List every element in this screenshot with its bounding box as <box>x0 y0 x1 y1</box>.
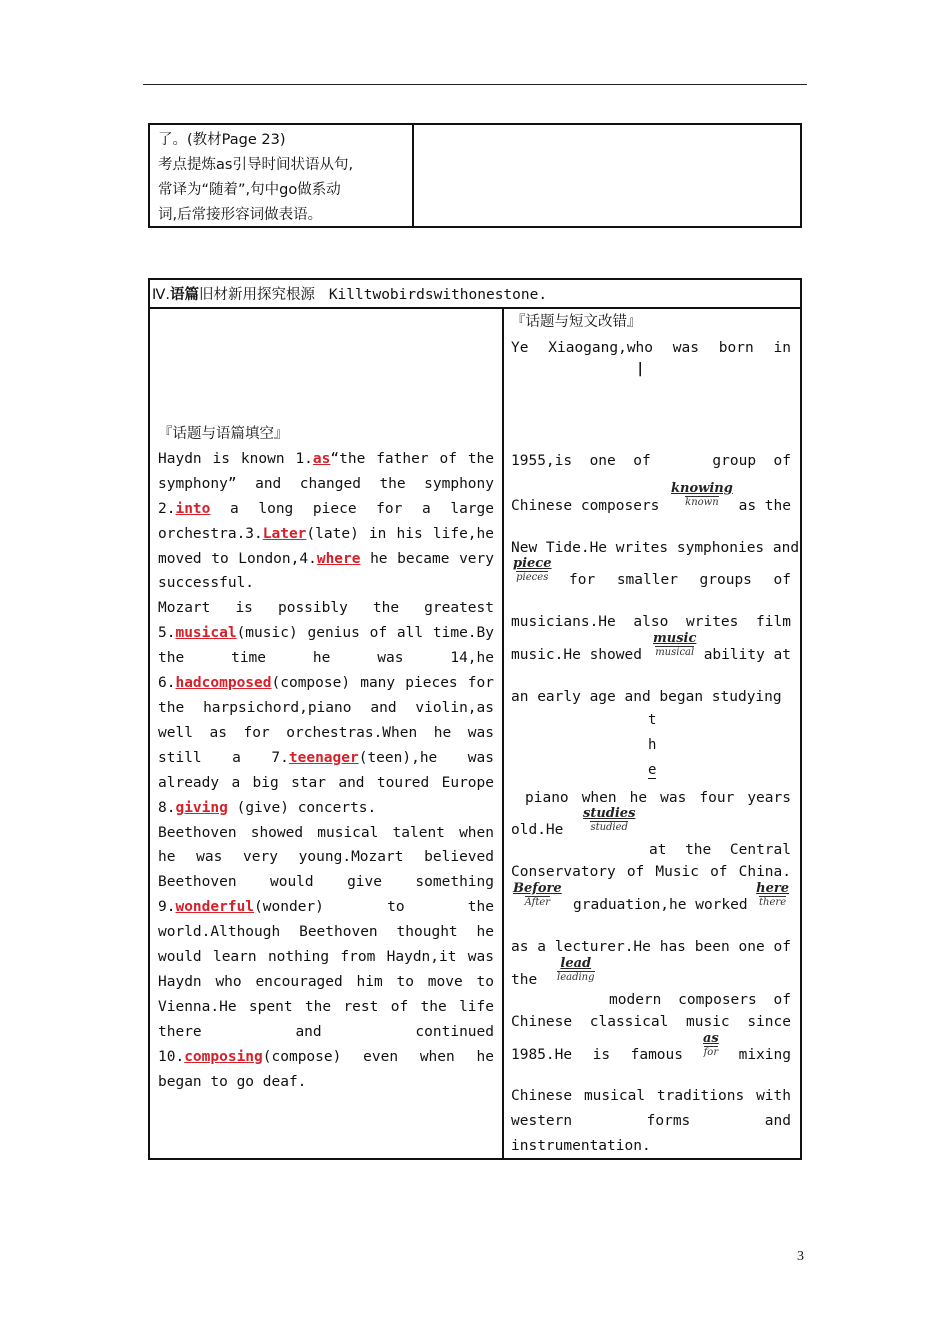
correction-2: piece pieces <box>513 556 552 583</box>
answer-9: wonderful <box>175 899 255 916</box>
correction-6: here there <box>756 881 789 908</box>
answer-6: hadcomposed <box>175 675 272 692</box>
right-line-4: New Tide.He writes symphonies and <box>511 540 800 556</box>
section-slogan: Killtwobirdswithonestone. <box>328 287 548 303</box>
cloze-heading: 『话题与语篇填空』 <box>158 426 289 442</box>
right-line-13: as a lecturer.He has been one of <box>511 939 791 955</box>
answer-5: musical <box>175 625 237 642</box>
correction-heading: 『话题与短文改错』 <box>511 314 642 330</box>
main-table-divider <box>502 308 504 1159</box>
right-line-3: Chinese composers knowing known as the <box>511 481 791 514</box>
page-number: 3 <box>797 1249 804 1264</box>
right-line-17: Chinese musical traditions with <box>511 1088 791 1104</box>
right-line-11: Conservatory of Music of China. <box>511 864 791 880</box>
cloze-paragraph-1: Haydn is known 1.as“the father of the symphony” and changed the symphony 2.into a long piece for a large orchestra.3.Later(late) in his life,he moved to London,4.where he became very successful. <box>158 450 495 592</box>
right-line-2: 1955,is one of group of <box>511 453 791 469</box>
answer-4: where <box>316 550 361 567</box>
correction-4: studies studied <box>583 806 636 833</box>
answer-3: Later <box>262 525 307 542</box>
top-line-4: 词,后常接形容词做表语。 <box>158 207 323 223</box>
inserted-letter-t: t <box>648 712 657 728</box>
correction-3: music musical <box>653 631 697 658</box>
top-line-2: 考点提炼as引导时间状语从句, <box>158 157 354 173</box>
right-line-6: musicians.He also writes film <box>511 614 791 630</box>
section-bold-label: 语篇 <box>170 287 199 303</box>
top-line-1: 了。(教材Page 23) <box>158 132 286 148</box>
right-line-14: the lead leading modern composers of <box>511 956 791 1008</box>
right-line-10: old.He studies studied at the Central <box>511 806 791 858</box>
right-line-15: Chinese classical music since <box>511 1014 791 1030</box>
correction-7: lead leading <box>557 956 595 983</box>
right-line-18: western forms and <box>511 1113 791 1129</box>
answer-10: composing <box>184 1048 263 1065</box>
inserted-letter-e: e <box>648 762 657 778</box>
main-table-header-rule <box>149 307 801 309</box>
section-title-rest: 旧材新用探究根源 <box>199 287 315 303</box>
answer-1: as <box>312 450 331 467</box>
right-line-19: instrumentation. <box>511 1138 651 1154</box>
cloze-paragraph-2: Mozart is possibly the greatest 5.musical(music) genius of all time.By the time he was 14,he 6.hadcomposed(compose) many pieces for the harpsichord,piano and violin,as well as for orchestras.When he was still a 7.teenager(teen),he was already a big star and toured Europe 8.giving (give) concerts. <box>158 600 494 816</box>
answer-2: into <box>175 500 211 517</box>
top-table-text <box>158 128 408 228</box>
top-line-3: 常译为“随着”,句中go做系动 <box>158 182 341 198</box>
header-rule <box>143 84 807 85</box>
section-roman: Ⅳ. <box>152 287 170 303</box>
answer-7: teenager <box>288 749 359 766</box>
correction-5: Before After <box>513 881 562 908</box>
cloze-passage <box>158 422 494 1094</box>
right-line-1: Ye Xiaogang,who was born in <box>511 340 791 356</box>
correction-8: as for <box>703 1031 719 1058</box>
cloze-paragraph-3: Beethoven showed musical talent when he was very young.Mozart believed Beethoven would give something 9.wonderful(wonder) to the world.Although Beethoven thought he would learn nothing from Haydn,it was Haydn who encouraged him to move to Vienna.He spent the rest of the life there and continued 10.composing(compose) even when he began to go deaf. <box>158 824 494 1090</box>
section-title <box>152 285 547 305</box>
top-table-divider <box>412 124 414 227</box>
right-line-8: an early age and began studying <box>511 689 782 705</box>
right-line-9: piano when he was four years <box>525 790 791 806</box>
inserted-letter-h: h <box>648 737 657 753</box>
right-line-7: music.He showed music musical ability at <box>511 631 791 663</box>
correction-1: knowing known <box>671 481 733 508</box>
answer-8: giving <box>175 799 228 816</box>
insert-caret: | <box>636 361 645 377</box>
